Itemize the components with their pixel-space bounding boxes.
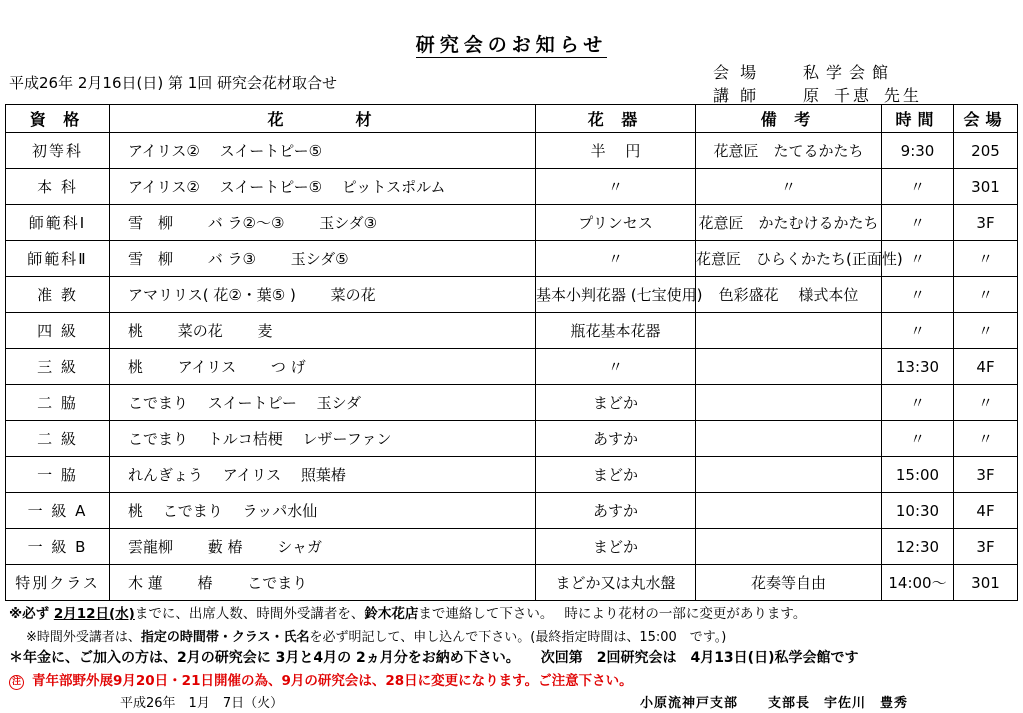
cell-room: 4F xyxy=(954,349,1018,385)
cell-room: 301 xyxy=(954,565,1018,601)
cell-qualification: 二 脇 xyxy=(6,385,110,421)
cell-material: こでまり トルコ桔梗 レザーファン xyxy=(110,421,536,457)
table-row xyxy=(6,313,1018,349)
table-row xyxy=(6,421,1018,457)
cell-qualification: 二 級 xyxy=(6,421,110,457)
cell-time: 〃 xyxy=(882,277,954,313)
cell-vase: あすか xyxy=(536,493,696,529)
cell-material: 雪 柳 バ ラ②～③ 玉シダ③ xyxy=(110,205,536,241)
cell-vase: 半 円 xyxy=(536,133,696,169)
lecturer-label: 講 師 xyxy=(713,86,760,105)
notice-pension: ＊年金に、ご加入の方は、2月の研究会に 3月と4月の 2ヵ月分をお納め下さい。 次回第 2回研究会は 4月13日(日)私学会館です xyxy=(9,650,859,666)
cell-vase: 〃 xyxy=(536,169,696,205)
cell-note xyxy=(696,421,882,457)
cell-qualification: 本 科 xyxy=(6,169,110,205)
cell-time: 10:30 xyxy=(882,493,954,529)
table-row xyxy=(6,385,1018,421)
cell-note: 花意匠 かたむけるかたち xyxy=(696,205,882,241)
schedule-table xyxy=(5,104,1018,601)
cell-note: 色彩盛花 様式本位 xyxy=(696,277,882,313)
cell-qualification: 一 級 A xyxy=(6,493,110,529)
cell-time: 15:00 xyxy=(882,457,954,493)
table-row xyxy=(6,169,1018,205)
cell-qualification: 特別クラス xyxy=(6,565,110,601)
cell-room: 3F xyxy=(954,205,1018,241)
cell-room: 4F xyxy=(954,493,1018,529)
cell-time: 9:30 xyxy=(882,133,954,169)
notice-time-outside: ※時間外受講者は、指定の時間帯・クラス・氏名を必ず明記して、申し込んで下さい。(最終指定時間は、15:00 です。) xyxy=(26,630,727,645)
header-material: 花 材 xyxy=(110,105,536,133)
cell-vase: あすか xyxy=(536,421,696,457)
caution-mark-icon: 注 xyxy=(9,675,24,690)
cell-vase: 瓶花基本花器 xyxy=(536,313,696,349)
issue-date: 平成26年 1月 7日（火） xyxy=(120,696,284,711)
cell-material: 木 蓮 椿 こでまり xyxy=(110,565,536,601)
table-row xyxy=(6,241,1018,277)
notice-deadline: ※必ず 2月12日(水)までに、出席人数、時間外受講者を、鈴木花店まで連絡して下さい。 時により花材の一部に変更があります。 xyxy=(9,606,807,622)
cell-time: 〃 xyxy=(882,385,954,421)
cell-note xyxy=(696,349,882,385)
cell-time: 〃 xyxy=(882,313,954,349)
cell-qualification: 初等科 xyxy=(6,133,110,169)
cell-vase: 基本小判花器 (七宝使用) xyxy=(536,277,696,313)
venue-label: 会 場 xyxy=(713,63,760,82)
cell-material: 雲龍柳 藪 椿 シャガ xyxy=(110,529,536,565)
cell-material: 桃 菜の花 麦 xyxy=(110,313,536,349)
cell-note: 花意匠 たてるかたち xyxy=(696,133,882,169)
cell-vase: まどか又は丸水盤 xyxy=(536,565,696,601)
header-time: 時間 xyxy=(882,105,954,133)
table-header-row xyxy=(6,105,1018,133)
cell-time: 13:30 xyxy=(882,349,954,385)
cell-material: 桃 アイリス つ げ xyxy=(110,349,536,385)
cell-vase: 〃 xyxy=(536,241,696,277)
table-row xyxy=(6,493,1018,529)
cell-room: 〃 xyxy=(954,421,1018,457)
cell-room: 3F xyxy=(954,529,1018,565)
cell-note: 〃 xyxy=(696,169,882,205)
cell-qualification: 三 級 xyxy=(6,349,110,385)
cell-room: 〃 xyxy=(954,277,1018,313)
header-qualification: 資 格 xyxy=(6,105,110,133)
table-row xyxy=(6,565,1018,601)
lecturer-name: 原 千恵 先生 xyxy=(803,86,923,105)
cell-material: 雪 柳 バ ラ③ 玉シダ⑤ xyxy=(110,241,536,277)
table-row xyxy=(6,205,1018,241)
cell-note xyxy=(696,457,882,493)
cell-note xyxy=(696,529,882,565)
cell-material: アマリリス( 花②・葉⑤ ) 菜の花 xyxy=(110,277,536,313)
cell-time: 12:30 xyxy=(882,529,954,565)
header-note: 備 考 xyxy=(696,105,882,133)
cell-room: 301 xyxy=(954,169,1018,205)
cell-qualification: 准 教 xyxy=(6,277,110,313)
cell-room: 3F xyxy=(954,457,1018,493)
table-row xyxy=(6,529,1018,565)
notice-youth-exhibition: 注 青年部野外展9月20日・21日開催の為、9月の研究会は、28日に変更になります。ご注意下さい。 xyxy=(9,669,633,690)
cell-vase: まどか xyxy=(536,385,696,421)
header-room: 会場 xyxy=(954,105,1018,133)
page-title: 研究会のお知らせ xyxy=(415,34,608,56)
cell-vase: プリンセス xyxy=(536,205,696,241)
cell-material: こでまり スイートピー 玉シダ xyxy=(110,385,536,421)
cell-note xyxy=(696,313,882,349)
meeting-info: 平成26年 2月16日(日) 第 1回 研究会花材取合せ xyxy=(9,74,338,92)
signature: 小原流神戸支部 支部長 宇佐川 豊秀 xyxy=(640,696,909,711)
cell-room: 〃 xyxy=(954,385,1018,421)
cell-material: れんぎょう アイリス 照葉椿 xyxy=(110,457,536,493)
cell-qualification: 師範科Ⅱ xyxy=(6,241,110,277)
table-row xyxy=(6,349,1018,385)
table-row xyxy=(6,457,1018,493)
cell-note: 花意匠 ひらくかたち(正面性) xyxy=(696,241,882,277)
cell-material: アイリス② スイートピー⑤ ピットスポルム xyxy=(110,169,536,205)
cell-material: アイリス② スイートピー⑤ xyxy=(110,133,536,169)
cell-note xyxy=(696,493,882,529)
cell-qualification: 師範科Ⅰ xyxy=(6,205,110,241)
cell-vase: 〃 xyxy=(536,349,696,385)
cell-time: 14:00～ xyxy=(882,565,954,601)
cell-room: 205 xyxy=(954,133,1018,169)
cell-vase: まどか xyxy=(536,529,696,565)
cell-time: 〃 xyxy=(882,241,954,277)
cell-qualification: 一 脇 xyxy=(6,457,110,493)
cell-qualification: 四 級 xyxy=(6,313,110,349)
cell-note: 花奏等自由 xyxy=(696,565,882,601)
cell-qualification: 一 級 B xyxy=(6,529,110,565)
cell-vase: まどか xyxy=(536,457,696,493)
table-row xyxy=(6,133,1018,169)
cell-time: 〃 xyxy=(882,169,954,205)
cell-room: 〃 xyxy=(954,313,1018,349)
cell-material: 桃 こでまり ラッパ水仙 xyxy=(110,493,536,529)
table-row xyxy=(6,277,1018,313)
cell-note xyxy=(696,385,882,421)
cell-room: 〃 xyxy=(954,241,1018,277)
header-vase: 花 器 xyxy=(536,105,696,133)
cell-time: 〃 xyxy=(882,205,954,241)
venue-value: 私学会館 xyxy=(803,63,896,82)
cell-time: 〃 xyxy=(882,421,954,457)
